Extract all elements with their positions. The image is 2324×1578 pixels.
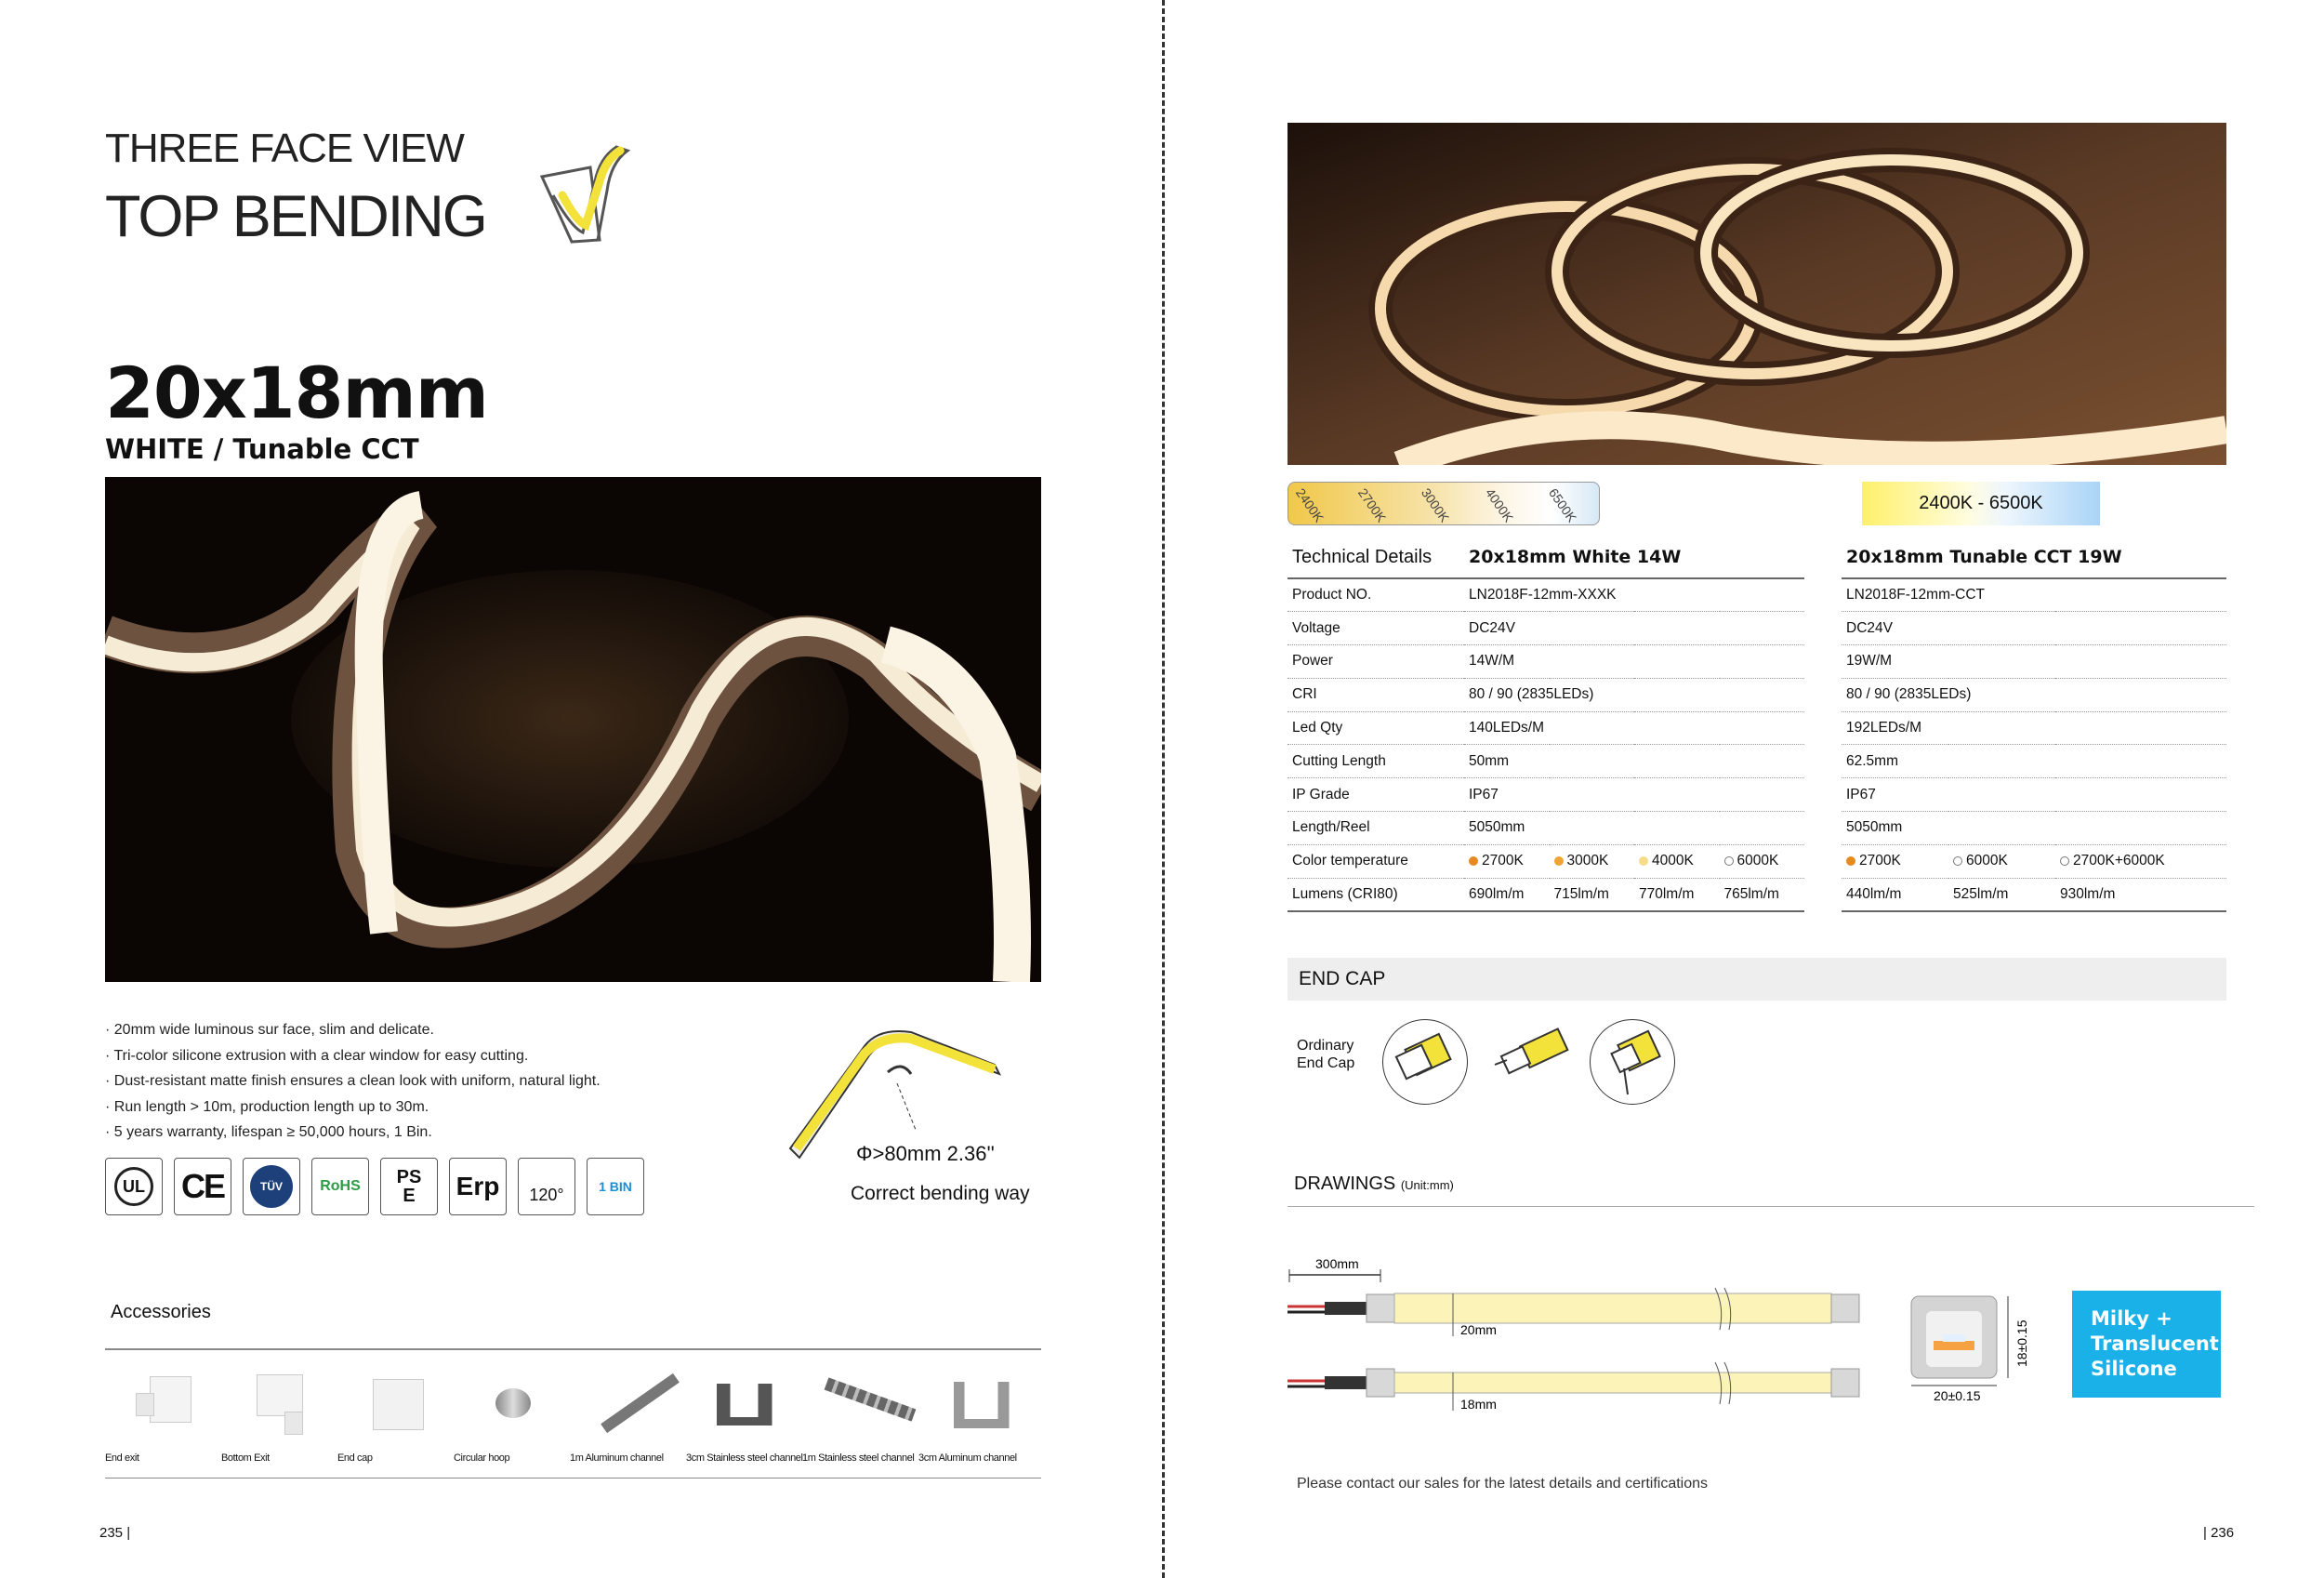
one-bin-icon: 1 BIN xyxy=(587,1158,644,1215)
certification-icons xyxy=(105,1158,644,1215)
bottom-exit-image xyxy=(243,1365,317,1439)
width-dimension: 20mm xyxy=(1460,1322,1497,1337)
accessory-item: Circular hoop xyxy=(454,1365,570,1464)
accessories-list xyxy=(105,1365,1041,1464)
spec-header-label: Technical Details xyxy=(1287,537,1464,578)
spec-header-cct: 20x18mm Tunable CCT 19W xyxy=(1842,537,2226,578)
spec-table xyxy=(1287,537,2226,912)
ul-cert-icon: UL xyxy=(105,1158,163,1215)
drawings-divider xyxy=(1287,1206,2254,1207)
erp-cert-icon: Erp xyxy=(449,1158,507,1215)
accessories-divider xyxy=(105,1348,1041,1350)
spec-row: Length/Reel 5050mm 5050mm xyxy=(1287,812,2226,845)
feature-list xyxy=(105,1017,601,1146)
accessory-item: End cap xyxy=(337,1365,454,1464)
spec-row: IP Grade IP67 IP67 xyxy=(1287,778,2226,812)
contact-note: Please contact our sales for the latest details and certifications xyxy=(1297,1476,1709,1492)
pse-cert-icon: PSE xyxy=(380,1158,438,1215)
page-divider xyxy=(1162,0,1165,1578)
steel-channel-short-image xyxy=(707,1365,782,1439)
end-cap-figure xyxy=(1382,1019,1468,1105)
aluminum-channel-image xyxy=(591,1365,666,1439)
aluminum-channel-short-image xyxy=(940,1365,1014,1439)
end-cap-image xyxy=(359,1365,433,1439)
height-dimension: 18mm xyxy=(1460,1397,1497,1412)
accessory-item: 3cm Aluminum channel xyxy=(918,1365,1035,1464)
accessory-item: 3cm Stainless steel channel xyxy=(686,1365,802,1464)
spec-row: CRI 80 / 90 (2835LEDs) 80 / 90 (2835LEDs) xyxy=(1287,678,2226,711)
material-badge: Milky + Translucent Silicone xyxy=(2072,1291,2221,1398)
spec-row: Voltage DC24V DC24V xyxy=(1287,612,2226,645)
page-number-left: 235 | xyxy=(99,1525,131,1541)
circular-hoop-image xyxy=(475,1365,549,1439)
bend-caption: Correct bending way xyxy=(851,1183,1030,1204)
accessories-title: Accessories xyxy=(111,1302,211,1322)
feature-item: · 20mm wide luminous sur face, slim and delicate. xyxy=(105,1022,434,1038)
accessory-item: End exit xyxy=(105,1365,221,1464)
cross-section-drawing xyxy=(1906,1293,2031,1404)
hero-product-image xyxy=(105,477,1041,982)
feature-item: · Tri-color silicone extrusion with a clear window for easy cutting. xyxy=(105,1047,529,1064)
end-cap-figure xyxy=(1590,1019,1675,1105)
page-title: TOP BENDING xyxy=(105,184,486,249)
section-height-dimension: 18±0.15 xyxy=(2014,1319,2029,1367)
ce-cert-icon: CE xyxy=(174,1158,231,1215)
spec-header-white: 20x18mm White 14W xyxy=(1464,537,1804,578)
accessory-item: 1m Aluminum channel xyxy=(570,1365,686,1464)
color-temperature-swatch: 2400K 2700K 3000K 4000K 6500K xyxy=(1287,482,1600,525)
spec-row: Led Qty 140LEDs/M 192LEDs/M xyxy=(1287,711,2226,745)
cct-range-swatch: 2400K - 6500K xyxy=(1862,482,2100,525)
tuv-cert-icon: TÜV xyxy=(243,1158,300,1215)
feature-item: · 5 years warranty, lifespan ≥ 50,000 hours, 1 Bin. xyxy=(105,1124,432,1140)
product-photo xyxy=(1287,123,2226,465)
spec-row: Power 14W/M 19W/M xyxy=(1287,645,2226,679)
bend-radius-label: Φ>80mm 2.36'' xyxy=(856,1142,995,1165)
accessory-item: 1m Stainless steel channel xyxy=(802,1365,918,1464)
length-dimension: 300mm xyxy=(1315,1256,1359,1271)
steel-channel-long-image xyxy=(824,1365,898,1439)
end-cap-section-header: END CAP xyxy=(1287,958,2226,1001)
page-subtitle: THREE FACE VIEW xyxy=(105,126,464,171)
end-cap-connector-figure xyxy=(1490,1028,1574,1083)
product-size: 20x18mm xyxy=(105,351,488,434)
feature-item: · Run length > 10m, production length up to 30m. xyxy=(105,1098,429,1115)
top-bending-icon xyxy=(535,139,639,246)
lumens-row: Lumens (CRI80) 690lm/m 715lm/m 770lm/m 765lm/m 440lm/m 525lm/m 930lm/m xyxy=(1287,878,2226,911)
accessory-item: Bottom Exit xyxy=(221,1365,337,1464)
spec-row: Cutting Length 50mm 62.5mm xyxy=(1287,745,2226,778)
drawings-title: DRAWINGS (Unit:mm) xyxy=(1294,1174,1454,1194)
color-temp-row: Color temperature 2700K 3000K 4000K 6000K 2700K 6000K 2700K+6000K xyxy=(1287,844,2226,878)
end-cap-label: Ordinary End Cap xyxy=(1297,1038,1355,1071)
beam-angle-icon: 120° xyxy=(518,1158,575,1215)
rohs-cert-icon: RoHS xyxy=(311,1158,369,1215)
spec-row: Product NO. LN2018F-12mm-XXXK LN2018F-12mm-CCT xyxy=(1287,578,2226,612)
profile-drawing xyxy=(1287,1251,1868,1427)
page-number-right: | 236 xyxy=(2203,1525,2235,1541)
feature-item: · Dust-resistant matte finish ensures a clean look with uniform, natural light. xyxy=(105,1073,601,1089)
accessories-bottom-divider xyxy=(105,1478,1041,1479)
section-width-dimension: 20±0.15 xyxy=(1934,1388,1981,1403)
end-exit-image xyxy=(126,1365,201,1439)
product-type: WHITE / Tunable CCT xyxy=(105,433,419,465)
